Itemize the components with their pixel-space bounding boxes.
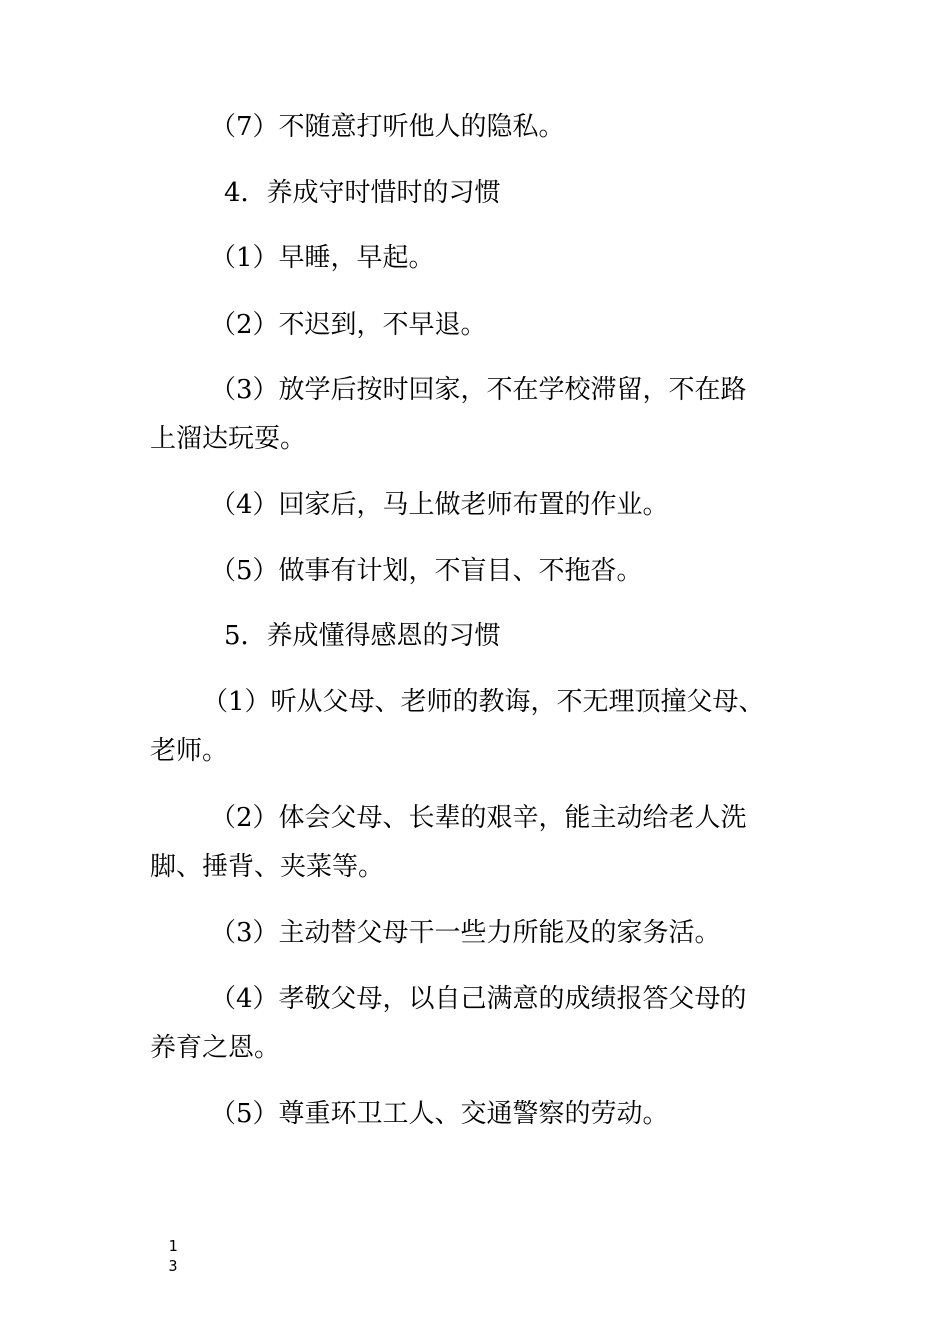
- paragraph-4-1: [210, 234, 435, 283]
- paragraph-4-4: [210, 481, 669, 530]
- paragraph-4-5: [210, 547, 643, 596]
- paragraph-5-5: [210, 1090, 669, 1139]
- paragraph-4-3-line-2: [150, 415, 306, 464]
- section-heading-5: [224, 612, 501, 661]
- section-heading-4: [224, 169, 501, 218]
- page-number-digit: 3: [168, 1257, 178, 1275]
- paragraph-4-3-line-1: [210, 366, 747, 415]
- paragraph-line: （2）不迟到，不早退。: [210, 310, 487, 340]
- paragraph-5-2-line-1: [210, 794, 747, 843]
- paragraph-4-2: [210, 301, 487, 350]
- paragraph-line: （4）孝敬父母，以自己满意的成绩报答父母的: [210, 984, 747, 1014]
- paragraph-line: （4）回家后，马上做老师布置的作业。: [210, 490, 669, 520]
- paragraph-line: （7）不随意打听他人的隐私。: [210, 112, 565, 142]
- paragraph-line: （5）尊重环卫工人、交通警察的劳动。: [210, 1099, 669, 1129]
- paragraph-line: （5）做事有计划，不盲目、不拖沓。: [210, 556, 643, 586]
- paragraph-line: 4．养成守时惜时的习惯: [224, 178, 501, 208]
- paragraph-line: 上溜达玩耍。: [150, 424, 307, 454]
- paragraph-5-3: [210, 909, 721, 958]
- paragraph-line: 5．养成懂得感恩的习惯: [224, 621, 501, 651]
- page-number: [166, 1236, 180, 1276]
- paragraph-5-1-line-2: [150, 727, 228, 776]
- paragraph-line: （3）主动替父母干一些力所能及的家务活。: [210, 918, 721, 948]
- paragraph-line: （2）体会父母、长辈的艰辛，能主动给老人洗: [210, 803, 747, 833]
- paragraph-7-privacy: [210, 103, 565, 152]
- paragraph-line: 脚、捶背、夹菜等。: [150, 852, 385, 882]
- paragraph-5-2-line-2: [150, 843, 384, 892]
- page-number-digit: 1: [168, 1237, 178, 1255]
- paragraph-5-4-line-2: [150, 1024, 280, 1073]
- paragraph-line: 养育之恩。: [150, 1033, 281, 1063]
- paragraph-5-1-line-1: [202, 678, 765, 727]
- paragraph-line: （1）听从父母、老师的教诲，不无理顶撞父母、: [202, 687, 765, 717]
- paragraph-line: （1）早睡，早起。: [210, 243, 435, 273]
- paragraph-5-4-line-1: [210, 975, 747, 1024]
- paragraph-line: 老师。: [150, 736, 229, 766]
- paragraph-line: （3）放学后按时回家，不在学校滞留，不在路: [210, 375, 747, 405]
